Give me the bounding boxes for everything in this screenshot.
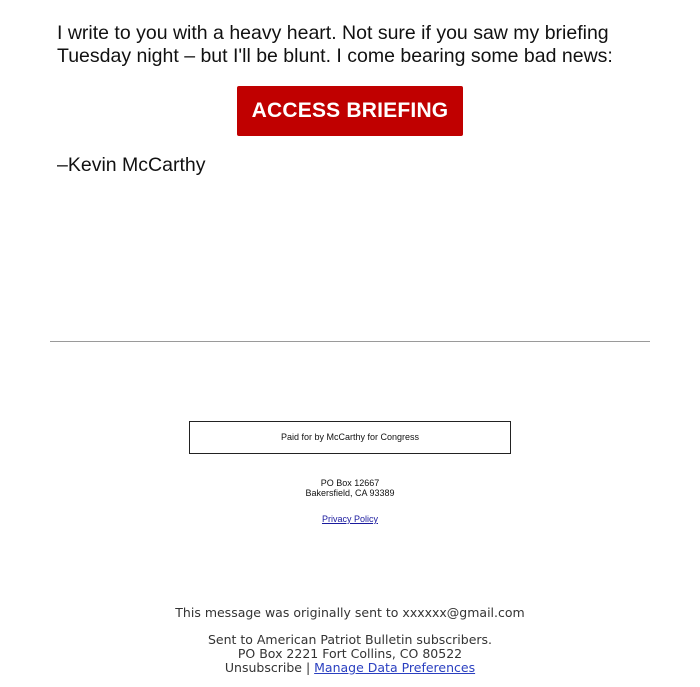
- unsubscribe-link[interactable]: Unsubscribe: [224, 660, 302, 675]
- footer-links: [0, 661, 700, 675]
- email-footer: [0, 605, 700, 675]
- originally-sent-text: This message was originally sent to xxxxxx@gmail.com: [175, 605, 525, 620]
- address-line-1: PO Box 12667: [320, 478, 380, 488]
- manage-data-preferences-link[interactable]: Manage Data Preferences: [314, 660, 476, 675]
- subscription-info: [0, 633, 700, 675]
- privacy-policy-link[interactable]: Privacy Policy: [321, 514, 378, 524]
- footer-address: PO Box 2221 Fort Collins, CO 80522: [237, 646, 463, 661]
- privacy-container: [0, 513, 700, 525]
- paid-for-disclaimer: Paid for by McCarthy for Congress: [189, 421, 511, 454]
- email-intro-text: I write to you with a heavy heart. Not sure if you saw my briefing Tuesday night – but I'll be blunt. I come bearing some bad news:: [57, 22, 613, 67]
- divider: [50, 341, 650, 342]
- sent-to-text: Sent to American Patriot Bulletin subscribers.: [207, 632, 493, 647]
- address-line-2: Bakersfield, CA 93389: [305, 488, 395, 498]
- cta-container: [0, 86, 700, 136]
- signature: –Kevin McCarthy: [57, 154, 206, 176]
- access-briefing-button[interactable]: ACCESS BRIEFING: [237, 86, 463, 136]
- link-separator: |: [305, 660, 311, 675]
- mailing-address: [0, 478, 700, 498]
